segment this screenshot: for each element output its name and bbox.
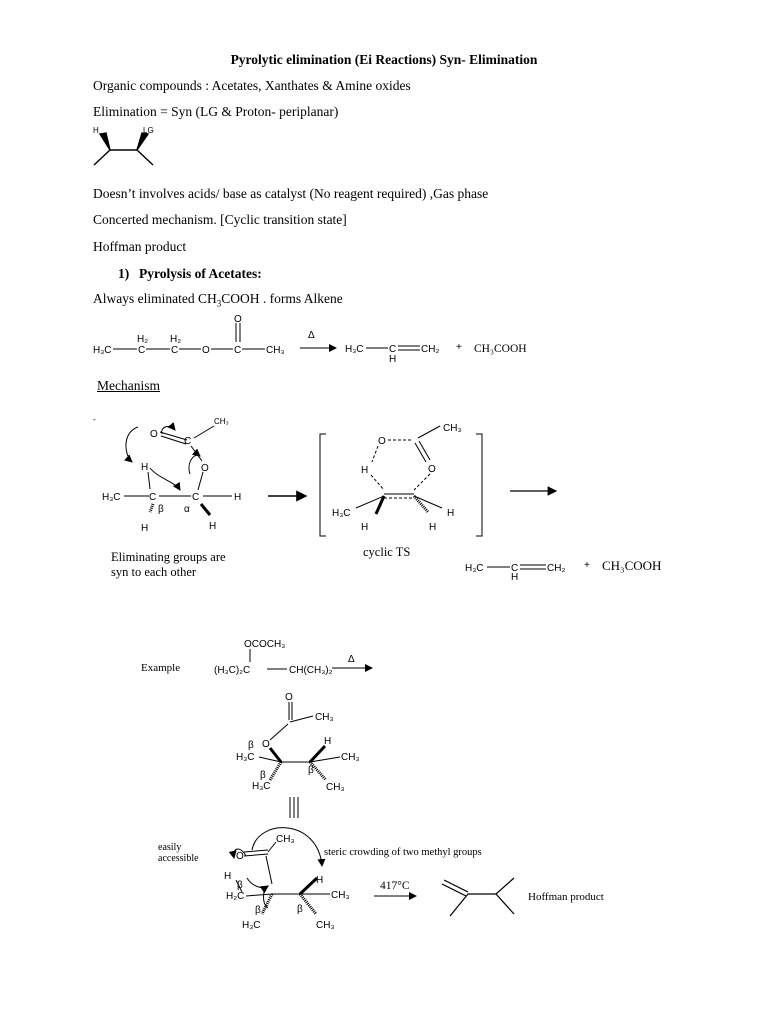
- example-mechanism: [234, 828, 416, 914]
- eq1-o: O: [202, 345, 210, 356]
- ts-h-right: H: [447, 508, 455, 519]
- mp-ch3cooh: CH₃COOH: [602, 558, 662, 573]
- mech-h3c: H₃C: [102, 492, 121, 503]
- ex3d-o-top: O: [285, 692, 293, 703]
- mech-o2: O: [201, 463, 209, 474]
- eq1-c2: C: [171, 345, 179, 356]
- no-reagent-line: Doesn’t involves acids/ base as catalyst (No reagent required) ,Gas phase: [93, 186, 489, 201]
- mp-h3c: H₃C: [465, 563, 484, 574]
- mech-h-bottom-right: H: [209, 521, 217, 532]
- exm-h3c: H₃C: [242, 920, 261, 931]
- exm-ch3: CH₃: [276, 834, 295, 845]
- mp-h: H: [511, 572, 519, 583]
- eq1-h2-2: H₂: [170, 334, 182, 345]
- mp-c: C: [511, 563, 519, 574]
- mech-h-top: H: [141, 462, 149, 473]
- exm-o: O: [236, 851, 244, 862]
- eq1-product-h3c: H₃C: [345, 344, 364, 355]
- exm-h2c: H₂C: [226, 891, 245, 902]
- eq1-product-h: H: [389, 354, 397, 365]
- mech-alpha: α: [184, 504, 190, 515]
- eq1-h2-1: H₂: [137, 334, 149, 345]
- exm-ch3-bottom: CH₃: [316, 920, 335, 931]
- syn-periplanar-structure: [94, 133, 153, 165]
- eq1-c1: C: [138, 345, 146, 356]
- ex-chch32: CH(CH₃)₂: [289, 665, 333, 676]
- eq1-product-ch2: CH₂: [421, 344, 440, 355]
- ts-h-bottom-left: H: [361, 522, 369, 533]
- eq1-ch3cooh: CH₃COOH: [474, 343, 527, 355]
- eq1-plus: +: [456, 342, 462, 353]
- ex3d-ch3-top: CH₃: [315, 712, 334, 723]
- eq1-h3c: H₃C: [93, 345, 112, 356]
- exm-h: H: [224, 871, 232, 882]
- ts-o2: O: [428, 464, 436, 475]
- elimination-line: Elimination = Syn (LG & Proton- periplanar): [93, 104, 339, 119]
- ex3d-h: H: [324, 736, 332, 747]
- ex3d-beta-2: β: [260, 770, 266, 781]
- exm-beta-3: β: [297, 904, 303, 915]
- cyclic-transition-state: [320, 426, 482, 536]
- syn-h-label: H: [93, 126, 99, 135]
- exm-h-right: H: [316, 875, 324, 886]
- mech-dash: -: [93, 415, 96, 424]
- mech-beta: β: [158, 504, 164, 515]
- eq1-c3: C: [234, 345, 242, 356]
- exm-beta-1: β: [237, 880, 243, 891]
- mechanism-label: Mechanism: [97, 378, 160, 393]
- easily-label-1: easily: [158, 842, 182, 853]
- eq1-carbonyl-o: O: [234, 314, 242, 325]
- eliminating-note-1: Eliminating groups are: [111, 550, 226, 564]
- page-title: Pyrolytic elimination (Ei Reactions) Syn- Elimination: [230, 52, 538, 67]
- ex3d-h3c-2: H₃C: [252, 781, 271, 792]
- always-sub: 3: [216, 298, 222, 309]
- mech-h-bottom-left: H: [141, 523, 149, 534]
- ex-h3c2c: (H₃C)₂C: [214, 665, 251, 676]
- concerted-line: Concerted mechanism. [Cyclic transition state]: [93, 212, 347, 227]
- section-number: 1): [118, 266, 130, 281]
- ex-ococh3: OCOCH₃: [244, 639, 286, 650]
- ts-o1: O: [378, 436, 386, 447]
- mech-h-right: H: [234, 492, 242, 503]
- mech-c-beta: C: [149, 492, 157, 503]
- ex3d-h3c-1: H₃C: [236, 752, 255, 763]
- mech-o1: O: [150, 429, 158, 440]
- hoffman-line: Hoffman product: [93, 239, 187, 254]
- mp-plus: +: [584, 560, 590, 571]
- ts-h: H: [361, 465, 369, 476]
- ex3d-ch3-right: CH₃: [341, 752, 360, 763]
- exm-ch3-right: CH₃: [331, 890, 350, 901]
- mech-c: C: [184, 436, 192, 447]
- mech-ch3: CH₃: [214, 417, 229, 426]
- easily-label-2: accessible: [158, 853, 199, 864]
- cyclic-ts-label: cyclic TS: [363, 545, 411, 559]
- eliminating-note-2: syn to each other: [111, 565, 197, 579]
- hoffman-product-label: Hoffman product: [528, 891, 604, 903]
- ts-h-bottom-right: H: [429, 522, 437, 533]
- mp-ch2: CH₂: [547, 563, 566, 574]
- mech-c-alpha: C: [192, 492, 200, 503]
- eq1-ch3: CH₃: [266, 345, 285, 356]
- ex3d-beta-3: β: [308, 765, 314, 776]
- ex-delta: Δ: [348, 654, 355, 665]
- example-label: Example: [141, 662, 181, 674]
- always-prefix: Always eliminated CH: [93, 291, 217, 306]
- eq1-product-c: C: [389, 344, 397, 355]
- exm-beta-2: β: [255, 905, 261, 916]
- organic-compounds-line: Organic compounds : Acetates, Xanthates & Amine oxides: [93, 78, 411, 93]
- eq1-delta: Δ: [308, 330, 315, 341]
- ex3d-ch3-bottom: CH₃: [326, 782, 345, 793]
- ex3d-beta-1: β: [248, 740, 254, 751]
- ts-h3c: H₃C: [332, 508, 351, 519]
- hoffman-product-structure: [442, 878, 514, 916]
- syn-lg-label: LG: [143, 126, 154, 135]
- always-suffix: COOH . forms Alkene: [221, 291, 343, 306]
- temperature-label: 417°C: [380, 880, 410, 892]
- steric-crowding-label: steric crowding of two methyl groups: [324, 847, 482, 858]
- ts-ch3: CH₃: [443, 423, 462, 434]
- ex3d-o: O: [262, 739, 270, 750]
- section-heading: Pyrolysis of Acetates:: [139, 266, 262, 281]
